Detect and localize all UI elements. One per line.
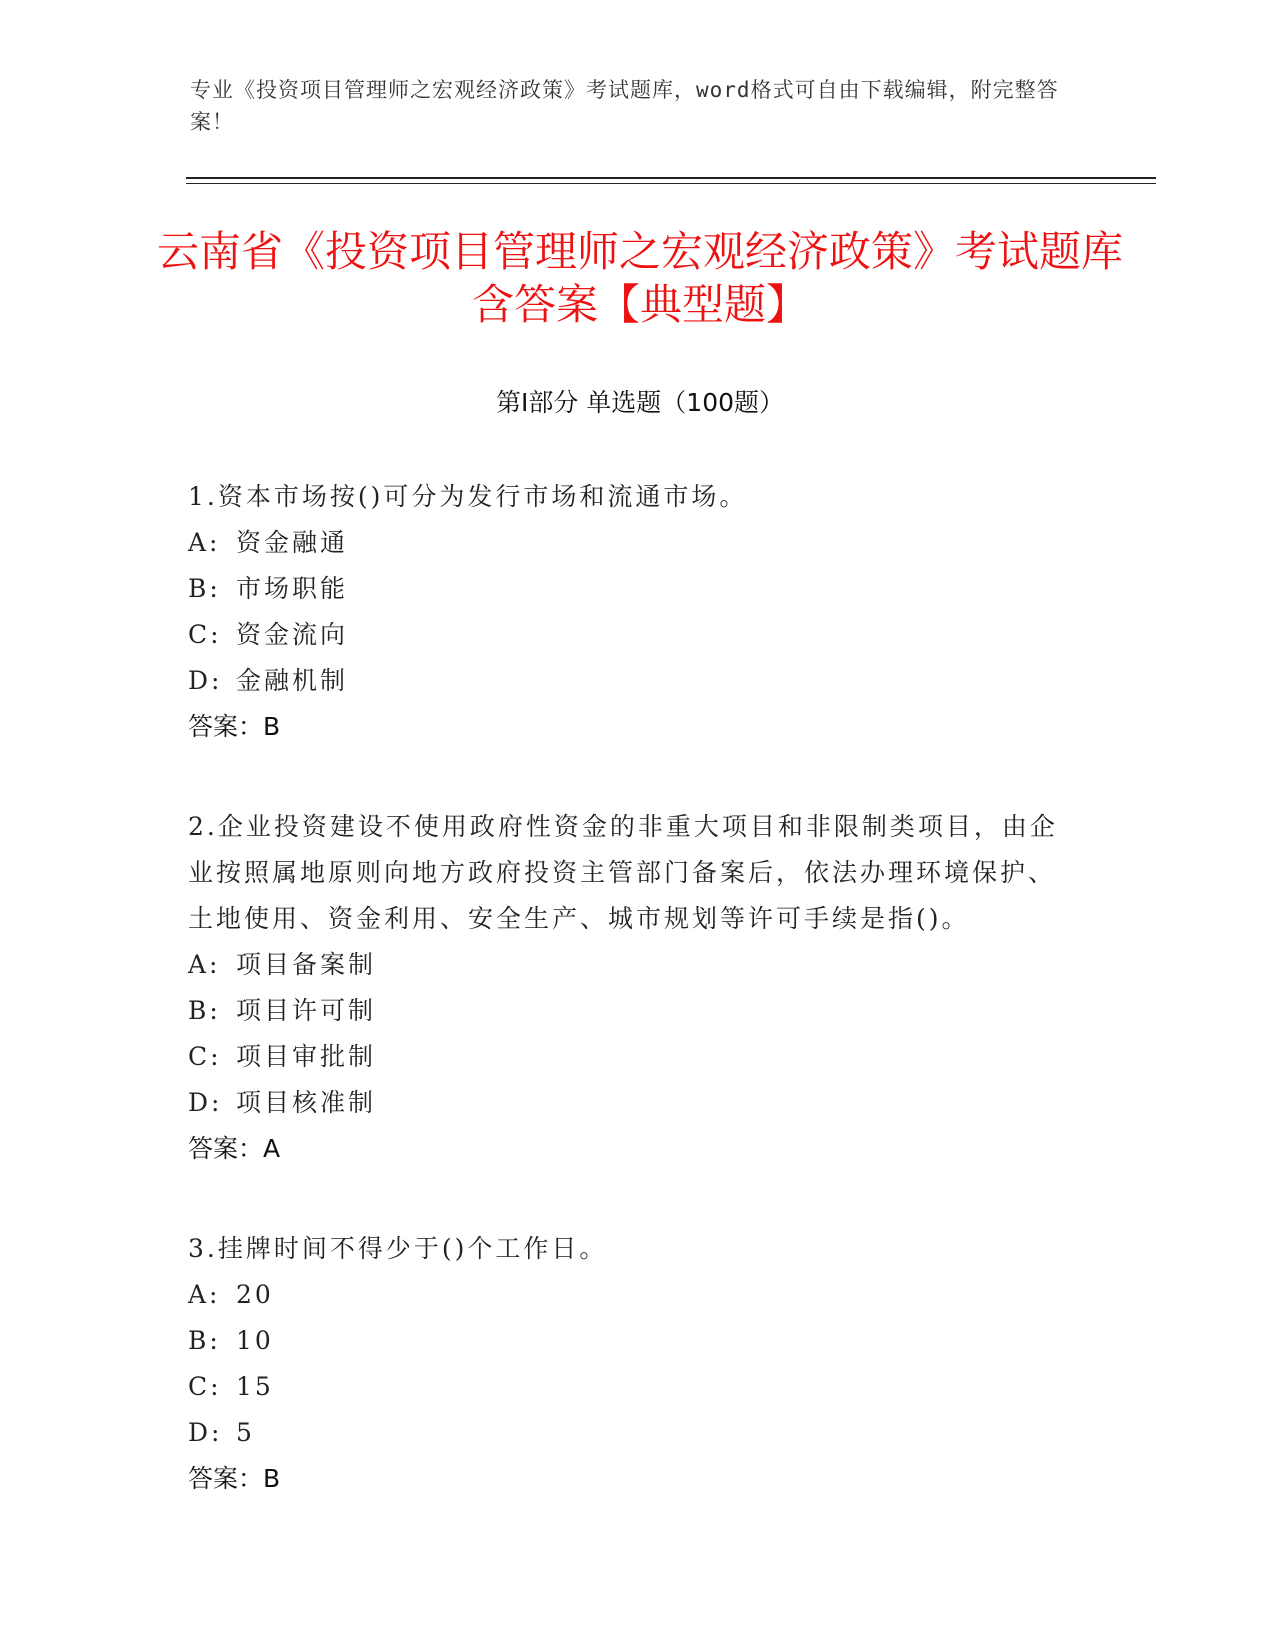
question-1 [188,474,1068,750]
option-text: 20 [236,1280,274,1309]
option-a [188,942,1068,988]
option-text: 市场职能 [236,574,349,603]
header-note: 专业《投资项目管理师之宏观经济政策》考试题库，word格式可自由下载编辑，附完整答案！ [190,78,1059,134]
option-letter: B: [188,1326,221,1355]
option-text: 资金融通 [236,528,349,557]
answer-line: 答案：B [188,712,281,741]
option-letter: C: [188,1372,222,1401]
option-text: 资金流向 [236,620,349,649]
option-text: 10 [236,1326,274,1355]
option-letter: B: [188,996,221,1025]
option-d [188,1410,1068,1456]
question-stem: 3.挂牌时间不得少于()个工作日。 [188,1234,608,1263]
document-title: 云南省《投资项目管理师之宏观经济政策》考试题库含答案【典型题】 [156,227,1123,329]
option-b [188,1318,1068,1364]
option-text: 金融机制 [236,666,349,695]
option-letter: C: [188,1042,222,1071]
option-letter: B: [188,574,221,603]
option-c [188,612,1068,658]
option-text: 项目核准制 [236,1088,377,1117]
option-letter: A: [188,1280,221,1309]
option-text: 15 [236,1372,274,1401]
option-letter: D: [188,666,223,695]
question-list [188,474,1068,1556]
option-d [188,658,1068,704]
option-letter: C: [188,620,222,649]
option-a [188,1272,1068,1318]
option-b [188,566,1068,612]
section-heading: 第Ⅰ部分 单选题（100题） [495,388,785,417]
question-stem: 1.资本市场按()可分为发行市场和流通市场。 [188,482,748,511]
option-a [188,520,1068,566]
option-b [188,988,1068,1034]
option-text: 5 [236,1418,255,1447]
option-text: 项目备案制 [236,950,377,979]
answer-line: 答案：A [188,1134,281,1163]
header-rule-thin [186,183,1156,184]
option-letter: A: [188,528,221,557]
option-letter: D: [188,1418,223,1447]
option-text: 项目审批制 [236,1042,377,1071]
header-rule-thick [186,177,1156,179]
option-letter: D: [188,1088,223,1117]
question-2 [188,804,1068,1172]
answer-line: 答案：B [188,1464,281,1493]
option-letter: A: [188,950,221,979]
option-c [188,1034,1068,1080]
option-c [188,1364,1068,1410]
option-d [188,1080,1068,1126]
question-stem: 2.企业投资建设不使用政府性资金的非重大项目和非限制类项目，由企业按照属地原则向地方政府投资主管部门备案后，依法办理环境保护、土地使用、资金利用、安全生产、城市规划等许可手续是指()。 [188,812,1058,933]
question-3 [188,1226,1068,1502]
option-text: 项目许可制 [236,996,377,1025]
